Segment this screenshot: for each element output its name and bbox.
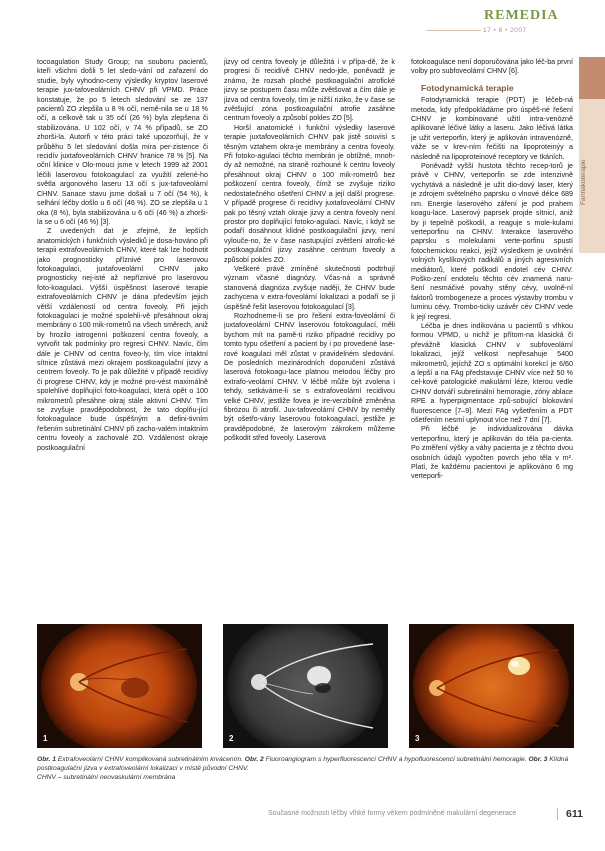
fundus-photo-3 [409, 624, 574, 748]
paragraph: Z uvedených dat je zřejmé, že lepších anatomických i funkčních výsledků je dosa-hováno při terapii extrafoveolárních CHNV, které tak lze hodnotit jako prognosticky příznivé pro laserovou fotokoagulaci, juxtafoveolární CHNV jako prognosticky nej-isté až nepříznivé pro laserovou foto-koagulaci. Výšší úspěšnost laserové terapie extrafoveolárních CHNV je dána především jejich větší vzdáleností od centra foveoly. Při jejich fotokoagulaci je možné spolehli-vě přesáhnout okraj membrány o 100 mik-rometrů na všech směrech, aniž by hrozilo iatrogenní poškození centra foveoly, a vytvořit tak podmínky pro regresi CHNV. Navíc, čím dále je CHNV od centra foveo-ly, tím více intaktní sítnice zůstává mezi okrajem postkoagulační jizvy a centrem foveoly. To je pak důležité v případě recidívy či progrese CHNV, kdy je možné pro-vést maximálně spolehlivé doplňující foto-koagulaci, která opět o 100 mikrometrů přesáhne okraj stále aktivní CHNV. Tím se zvyšuje pravděpodobnost, že tato doplňu-jící fotokoagulace bude úspěšným a defini-tivním řešením subretinální CHNV při zacho-valém intaktním centru foveoly a zachovalé ZO. Vzdálenost okraje postkoagulační [37, 227, 208, 452]
paragraph: Rozhodneme-li se pro řešení extra-foveolární či juxtafoveolární CHNV laserovou fotokoagulací, měli bychom mít na pamě-ti riziko případné recidívy po tomto typu ošetření a pacient by i po provedené lase-rové koagulaci měl zůstat v pravidelném sledování. De posledních mezinárodních doporučení zůstává laserová fotokoagu-lace platnou metodou léčby pro extrafo-veolární CHNV. V léčbě může být zvolena i tehdy, setkáváme-li se s extrafoveolární recidivou velké CHNV, jestliže fovea je ire-verzibilně změněna fibrózou či atrofií. Jux-tafoveolární CHNV by neměly být ošetřo-vány laserovou fotokoagulací, jestliže je pravděpodobné, že laserovým zákrokem můžeme poškodit střed foveoly. Laserová [224, 311, 395, 443]
caption-label: Obr. 2 [244, 756, 264, 763]
figure-number: 2 [229, 734, 234, 743]
paragraph: Při léčbě je individualizována dávka verteporfinu, který je aplikován do těla pa-cienta. Po změření výšky a váhy pacienta je z těchto dvou osobních údajů vypočten povrch jeho těla v m². Platí, že každému pacientovi je aplikováno 6 mg verteporfi- [411, 425, 573, 481]
footer-divider [557, 808, 558, 820]
paragraph: Poněvadž vyšší hustota těchto recep-torů je právě v CHNV, verteporfin se zde intenzivně vychytává a následně je užit dio-dový laser, který je zdrojem světelného paprsku o vlnové délce 689 nm. Energie laserového záření je pod prahem koagu-lace. Laserový paprsek projde sítnicí, aniž by ji tepelně poškodil, a reaguje s mole-kulami verteporfinu na CHNV. Interakce laserového paprsku s molekulami verte-porfinu spustí fotochemickou reakci, jejíž výsledkem je uvolnění volných kyslíkových radikálů a jiných agresivních mediátorů, které poškodí endotel cév CHNV. Poško-zení endotelu těchto cév znamená naru-šení nesmáčivé povahy stěny cévy, uvolně-ní faktorů trombogeneze a proces výstavby trombu v luminu cévy. Trombo-ticky uzávěr cév CHNV vede k její regresi. [411, 162, 573, 321]
fluorescein-angiogram-2 [223, 624, 388, 748]
paragraph: Léčba je dnes indikována u pacientů s vlhkou formou VPMD, u nichž je přítom-na klasická či převážně klasická CHNV v subfoveolární lokalizaci, jejíž velikost nepřesahuje 5400 mikrometrů, jejíchž ZO s optimální korekcí je 6/60 a lepší a na FAg představuje CHNV více než 50 % cel-kové patologické makulární léze, kterou vedle CHNV dotváří subretinální hemoragie, zóny ablace RPE a hyperpigmentace způ-sobující blokování fluorescence [7–9]. Mezi FAg vyšetřením a PDT ošetřením nesmí uplynout více než 7 dní [7]. [411, 321, 573, 425]
issue-date: 17 • 6 • 2007 [483, 27, 527, 34]
text-column-1 [37, 58, 208, 453]
figure-number: 1 [43, 734, 48, 743]
fundus-photo-1 [37, 624, 202, 748]
caption-label: Obr. 1 [37, 756, 56, 763]
text-column-2 [224, 58, 395, 444]
running-title: Současné možnosti léčby vlhké formy věkem podmíněné makulární degenerace [268, 810, 517, 817]
page-number: 611 [566, 808, 583, 820]
figure-number: 3 [415, 734, 420, 743]
caption-text: Klídná postkoagulační jizva v extrafoveolární lokalizaci v místě původní CHNV. [37, 756, 569, 772]
caption-label: Obr. 3 [528, 756, 548, 763]
section-label: Farmakoterapie [580, 159, 587, 205]
date-rule [426, 30, 481, 31]
paragraph: Horší anatomické i funkční výsledky laserové terapie juxtafoveolárních CHNV pak jistě souvisí s těsným vztahem okra-je membrány a centra foveoly. Při fotoko-agulaci těchto membrán je obtížné, mnoh-dy až nemožné, na straně rozhouné k centru foveoly přesáhnout okraj CHNV o 100 mik-rometrů bez poškození centra foveoly, čímž se zvyšuje riziko nedostatečného ošetření CHNV a její další progrese. V případě progrese či recidívy juxtafoveolární CHNV pak po těsný vztah okraje jizvy a centra foveoly není prostor pro doplňující fotoko-agulaci. Navíc, i když se podaří dosáhnout klídné postkoagulační jizvy, není vylouče-no, že v čase nastupující zvětšení atrofic-ké postkoagulační jizvy zasáhne centrum foveoly a způsobí pokles ZO. [224, 123, 395, 264]
figure-caption [37, 755, 573, 782]
text-column-3 [411, 58, 573, 482]
caption-abbreviation: CHNV – subretinální neovaskulární membrána [37, 774, 176, 781]
journal-brand: REMEDIA [484, 8, 559, 23]
caption-text: Extrafoveolární CHNV komplikovaná subretinálním krvácením. [57, 756, 243, 763]
paragraph: jizvy od centra foveoly je důležitá i v přípa-dě, že k progresi či recidívě CHNV nedo-jde, poněvadž je známo, že rozsah ploché postkoagulační atrofické jizvy se postupem času může zvětšovat a čím dále je jizva od centra foveoly, tím je nižší riziko, že v čase se zvětšující zóna postkoagulační atrofie zasáhne centrum foveoly a způsobí pokles ZO [5]. [224, 58, 395, 123]
figure-row [37, 624, 573, 748]
paragraph: Veškeré právě zmíněné skutečnosti podtrhují význam včasné diagnózy. Včas-ná a správně stanovená diagnóza zvyšuje naději, že CHNV bude zachycena v extra-foveolární lokalizaci a podaří se ji úspěšně řešit laserovou fotokoagulací [3]. [224, 264, 395, 311]
section-heading: Fotodynamická terapie [421, 82, 514, 93]
paragraph: tocoagulation Study Group; na souboru pacientů, kteří všichni došli 5 let sledo-vání od zařazení do studie, byly vyhodno-ceny výsledky kryptov laserové terapie jux-tafoveolárních CHNV při VPMD. Práce konstatuje, že po 5 letech sledování se ze 137 pacientů ZO zlepšila u 8 % očí, nemě-nila se u 18 % očí, a celkově tak u 35 očí (26 %) byla zlepšena či stabilizována. U 102 očí, v 74 % případů, se ZO zhorši-la. Autorři v této práci také upozorňují, že v průběhu 5 let sledování došla míra per-zistence či recidív juxtafoveolárních CHNV hranice 78 % [5]. Na oční klinice v Olo-mouci jsme v letech 1999 až 2001 léčili laserovou fotokoagulací za využití zelené-ho světla argonového laseru 13 očí s jux-tafoveolární CHNV. Sanace stavu jsme došali u 7 očí (54 %), k selhání léčby došlo u 6 očí (46 %). ZO se zlepšila u 1 oka (8 %), byla stabilizována u 6 očí (46 %) a zhorši-la se u 6 očí (46 %) [3]. [37, 58, 208, 226]
paragraph: Fotodynamická terapie (PDT) je léčeb-ná metoda, kdy předpokládáme pro úspěš-né řešení CHNV je kombinované užití intra-venózně aplikované léčivé látky a laseru. Jako léčivá látka je užit verteporfin, který je aplikován intravenózně, váže se v krev-ním řečišti na lipoproteinýy a následně na lipoproteinové receptory ve tkáních. [411, 96, 573, 161]
caption-text: Fluoroangiogram s hyperfluorescencí CHNV a hypofluorescencí subretinální hemoragie. [265, 756, 527, 763]
paragraph: fotokoagulace není doporučována jako léč-ba první volby pro subfoveolární CHNV [6]. [411, 58, 573, 76]
section-side-tab-accent [579, 57, 605, 99]
